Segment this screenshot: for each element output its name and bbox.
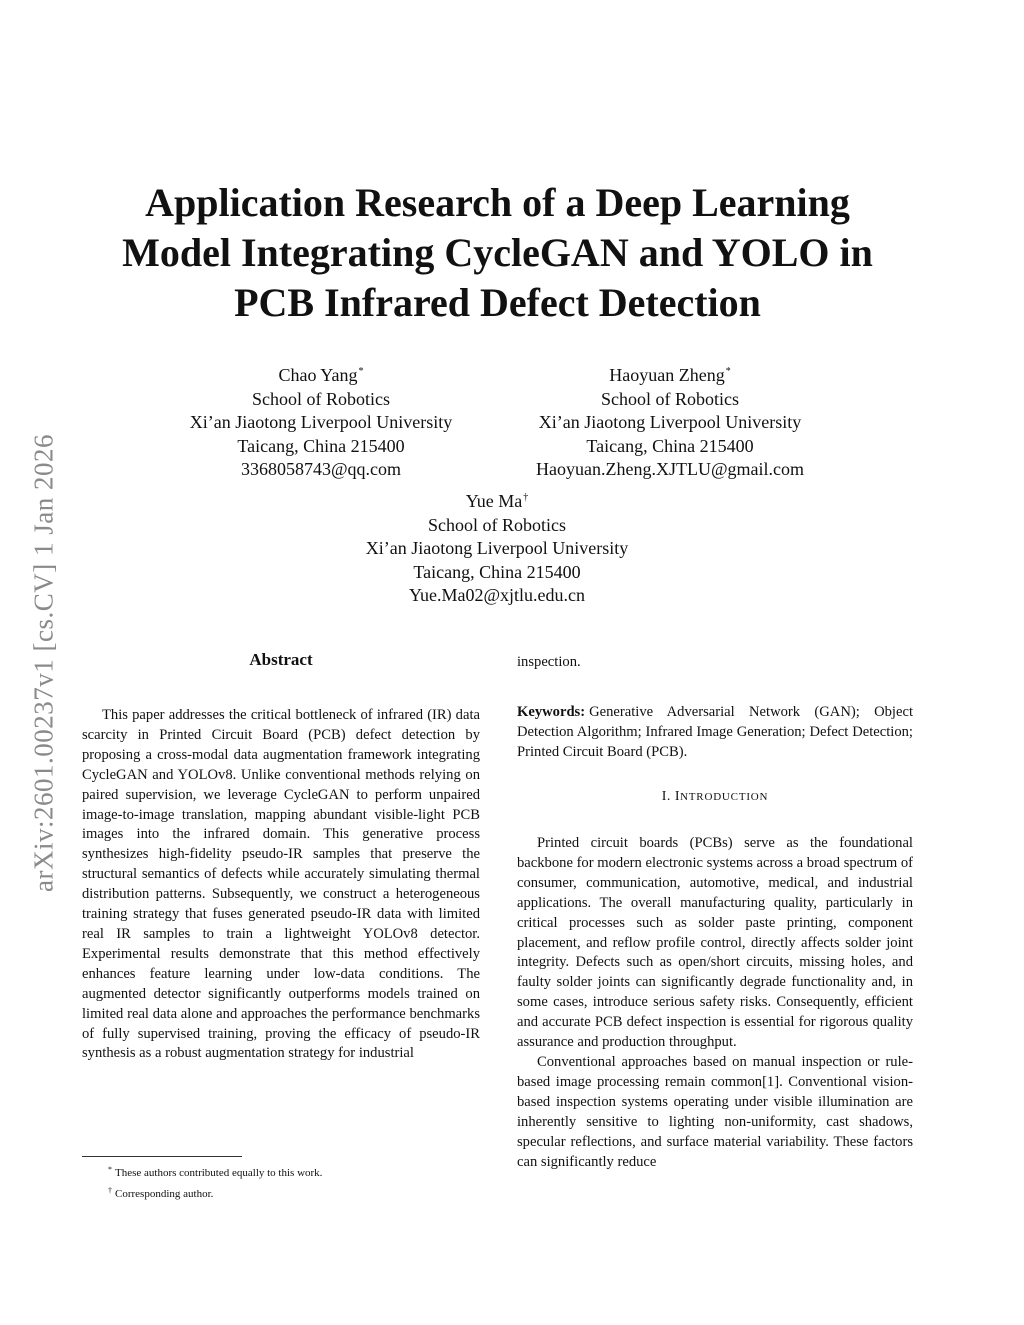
author-city: Taicang, China 215400 xyxy=(237,435,405,456)
author-school: School of Robotics xyxy=(428,514,566,535)
introduction-body xyxy=(517,834,913,1172)
footnote-1 xyxy=(108,1161,488,1182)
author-mark: * xyxy=(358,366,364,377)
author-city: Taicang, China 215400 xyxy=(413,561,581,582)
author-mark: † xyxy=(523,492,529,503)
keywords-text: Generative Adversarial Network (GAN); Object Detection Algorithm; Infrared Image Generation; Defect Detection; Printed Circuit Board (PCB). xyxy=(517,704,913,760)
section-heading xyxy=(517,789,913,805)
author-email: Haoyuan.Zheng.XJTLU@gmail.com xyxy=(535,459,804,479)
keywords-block xyxy=(517,703,913,763)
abstract-heading: Abstract xyxy=(249,650,313,669)
abstract-text: This paper addresses the critical bottleneck of infrared (IR) data scarcity in Printed Circuit Board (PCB) defect detection by proposing a cross-modal data augmentation framework integrating CycleGAN and YOLOv8. Unlike conventional methods relying on paired supervision, we leverage CycleGAN to perform unpaired image-to-image translation, mapping abundant visible-light PCB images into the infrared domain. This generative process synthesizes high-fidelity pseudo-IR samples that preserve the structural semantics of defects while accurately simulating thermal distribution patterns. Subsequently, we construct a heterogeneous training strategy that fuses generated pseudo-IR data with limited real IR samples to train a lightweight YOLOv8 detector. Experimental results demonstrate that this method effectively enhances feature learning under low-data conditions. The augmented detector significantly outperforms models trained on limited real data alone and approaches the performance benchmarks of fully supervised training, proving the efficacy of pseudo-IR synthesis as a robust augmentation strategy for industrial xyxy=(82,707,480,1062)
abstract-body xyxy=(82,706,480,1064)
section-number: I. xyxy=(661,789,671,804)
author-name: Haoyuan Zheng xyxy=(609,365,725,385)
footnotes xyxy=(108,1161,488,1203)
author-university: Xi’an Jiaotong Liverpool University xyxy=(365,538,629,558)
author-email: Yue.Ma02@xjtlu.edu.cn xyxy=(408,585,586,605)
author-block-2 xyxy=(508,360,832,482)
author-school: School of Robotics xyxy=(252,388,390,409)
section-title-rest: NTRODUCTION xyxy=(680,791,769,803)
section-title-initial: I xyxy=(674,789,681,804)
author-block-1 xyxy=(160,360,482,482)
arxiv-sidebar-stamp xyxy=(24,380,64,945)
abstract-continuation-text: inspection. xyxy=(517,654,581,670)
footnote-mark: * xyxy=(108,1165,112,1174)
footnote-2 xyxy=(108,1182,488,1203)
author-name: Yue Ma xyxy=(465,491,523,511)
author-city: Taicang, China 215400 xyxy=(586,435,754,456)
footnote-text: Corresponding author. xyxy=(115,1188,214,1200)
author-name: Chao Yang xyxy=(278,365,358,385)
abstract-continuation xyxy=(517,653,913,673)
author-block-3 xyxy=(336,486,658,608)
author-university: Xi’an Jiaotong Liverpool University xyxy=(538,412,802,432)
footnote-text: These authors contributed equally to this work. xyxy=(115,1167,323,1179)
paper-title: Application Research of a Deep Learning Model Integrating CycleGAN and YOLO in PCB Infrared Defect Detection xyxy=(122,180,873,325)
author-university: Xi’an Jiaotong Liverpool University xyxy=(189,412,453,432)
author-email: 3368058743@qq.com xyxy=(240,459,402,479)
arxiv-identifier: arXiv:2601.00237v1 [cs.CV] 1 Jan 2026 xyxy=(28,433,59,892)
intro-paragraph-2: Conventional approaches based on manual inspection or rule-based image processing remain common[1]. Conventional vision-based inspection systems operating under visible illumination are inherently sensitive to lighting non-uniformity, cast shadows, specular reflections, and surface material variability. These factors can significantly reduce xyxy=(517,1053,913,1170)
keywords-label: Keywords: xyxy=(517,704,586,720)
footnote-mark: † xyxy=(108,1186,112,1195)
footnote-rule xyxy=(82,1156,242,1157)
author-school: School of Robotics xyxy=(601,388,739,409)
author-mark: * xyxy=(725,366,731,377)
intro-paragraph-1: Printed circuit boards (PCBs) serve as the foundational backbone for modern electronic systems across a broad spectrum of consumer, communication, automotive, medical, and industrial applications. The overall manufacturing quality, particularly in critical processes such as solder paste printing, component placement, and reflow profile control, directly affects solder joint integrity. Defects such as open/short circuits, missing holes, and faulty solder joints can significantly degrade functionality and, in some cases, introduce serious safety risks. Consequently, efficient and accurate PCB defect inspection is essential for rigorous quality assurance and production throughput. xyxy=(517,835,913,1051)
